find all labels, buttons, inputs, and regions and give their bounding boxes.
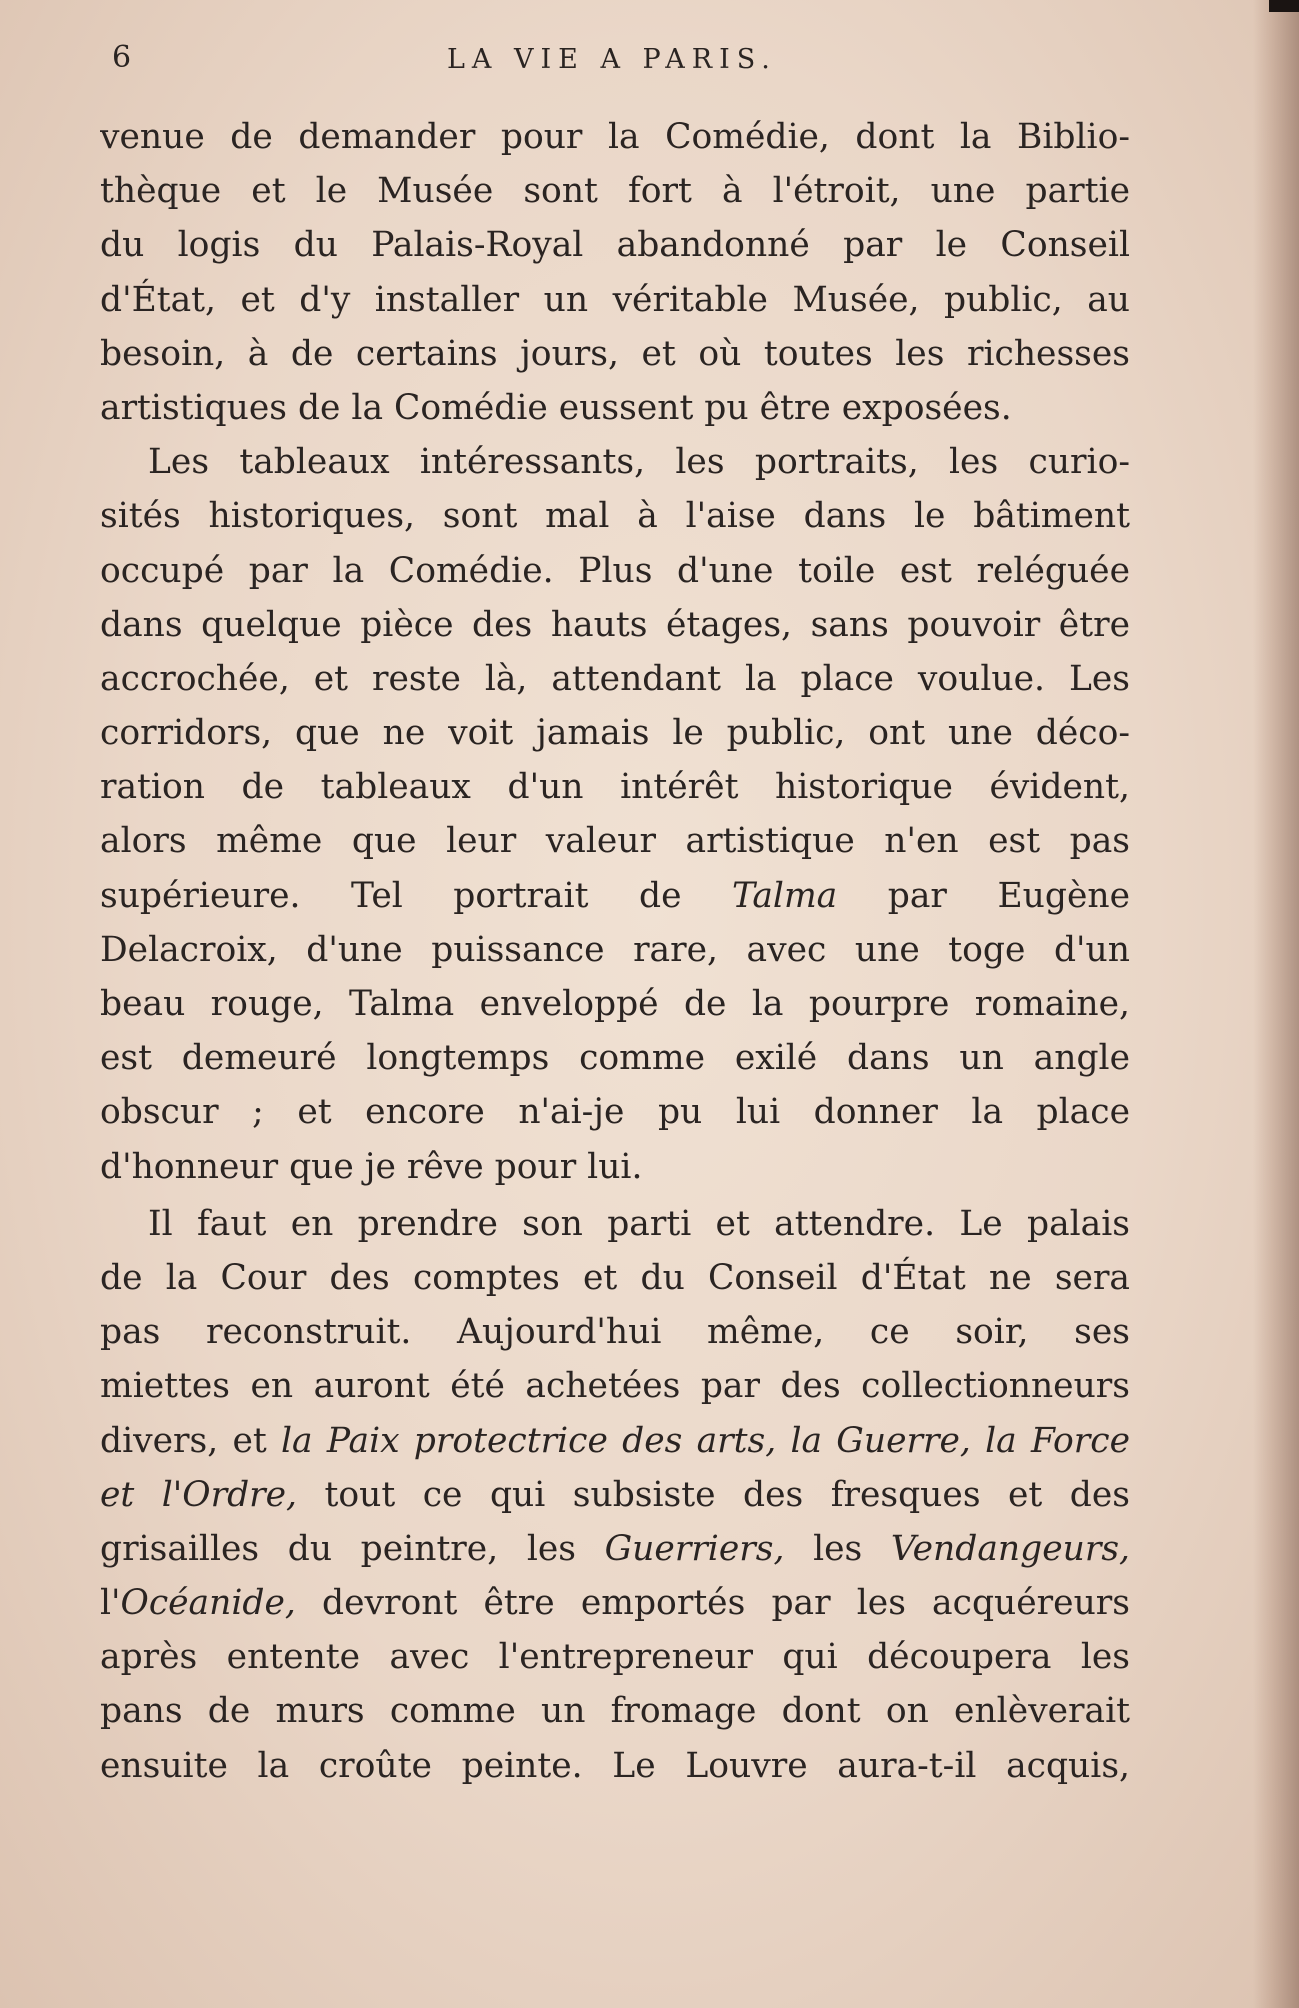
text-line: pas reconstruit. Aujourd'hui même, ce soir, ses <box>100 1312 1130 1353</box>
text-line <box>100 1414 1130 1468</box>
text-line: venue de demander pour la Comédie, dont la Biblio- <box>100 117 1130 157</box>
text-line: ration de tableaux d'un intérêt historique évident, <box>100 767 1130 808</box>
text-segment: supérieure. Tel portrait de <box>100 875 682 916</box>
text-segment: devront être emportés par les acquéreurs <box>322 1583 1130 1624</box>
italic-title: Talma <box>732 875 838 916</box>
page-number: 6 <box>112 40 132 75</box>
text-line: dans quelque pièce des hauts étages, sans pouvoir être <box>100 604 1130 645</box>
text-line: miettes en auront été achetées par des collectionneurs <box>100 1366 1130 1407</box>
text-line: après entente avec l'entrepreneur qui découpera les <box>100 1637 1130 1678</box>
text-line: sités historiques, sont mal à l'aise dans le bâtiment <box>100 496 1130 537</box>
text-line: obscur ; et encore n'ai-je pu lui donner la place <box>100 1092 1130 1133</box>
text-segment: par Eugène <box>887 875 1130 916</box>
text-line <box>100 1576 1130 1630</box>
page-gutter-shadow <box>1253 0 1299 2008</box>
text-line: d'honneur que je rêve pour lui. <box>100 1146 643 1187</box>
italic-title: Vendangeurs, <box>890 1528 1130 1569</box>
text-line: est demeuré longtemps comme exilé dans un angle <box>100 1038 1130 1079</box>
italic-title: et l'Ordre, <box>100 1474 298 1515</box>
body-text <box>100 110 1130 1793</box>
text-segment: grisailles du peintre, les <box>100 1528 576 1569</box>
text-line: pans de murs comme un fromage dont on enlèverait <box>100 1691 1130 1732</box>
text-line: artistiques de la Comédie eussent pu être exposées. <box>100 387 1012 428</box>
text-line: d'État, et d'y installer un véritable Musée, public, au <box>100 279 1130 320</box>
text-line: alors même que leur valeur artistique n'en est pas <box>100 821 1130 862</box>
text-segment: les <box>813 1528 863 1569</box>
italic-title: Océanide, <box>120 1583 296 1624</box>
text-segment: divers, et <box>100 1420 267 1461</box>
italic-title: la Paix protectrice des arts, la Guerre, la Force <box>280 1420 1130 1461</box>
text-line <box>100 1468 1130 1522</box>
text-line: du logis du Palais-Royal abandonné par le Conseil <box>100 225 1130 266</box>
text-line: Delacroix, d'une puissance rare, avec une toge d'un <box>100 929 1130 970</box>
text-line: ensuite la croûte peinte. Le Louvre aura-t-il acquis, <box>100 1745 1130 1786</box>
text-line: thèque et le Musée sont fort à l'étroit, une partie <box>100 171 1130 212</box>
text-line: beau rouge, Talma enveloppé de la pourpre romaine, <box>100 984 1130 1024</box>
text-line: occupé par la Comédie. Plus d'une toile est reléguée <box>100 550 1130 591</box>
text-segment: tout ce qui subsiste des fresques et des <box>324 1474 1130 1515</box>
running-head: LA VIE A PARIS. <box>447 44 777 75</box>
page-header <box>112 40 1122 80</box>
italic-title: Guerriers, <box>604 1528 785 1569</box>
text-line: accrochée, et reste là, attendant la place voulue. Les <box>100 658 1130 699</box>
text-line: Il faut en prendre son parti et attendre. Le palais <box>148 1203 1130 1244</box>
dark-corner <box>1269 0 1299 12</box>
text-line <box>100 869 1130 923</box>
text-line: besoin, à de certains jours, et où toutes les richesses <box>100 333 1130 374</box>
text-line: de la Cour des comptes et du Conseil d'État ne sera <box>100 1257 1130 1298</box>
text-line <box>100 1522 1130 1576</box>
text-line: corridors, que ne voit jamais le public, ont une déco- <box>100 713 1130 754</box>
text-segment: l' <box>100 1583 121 1624</box>
text-line: Les tableaux intéressants, les portraits, les curio- <box>148 442 1130 483</box>
